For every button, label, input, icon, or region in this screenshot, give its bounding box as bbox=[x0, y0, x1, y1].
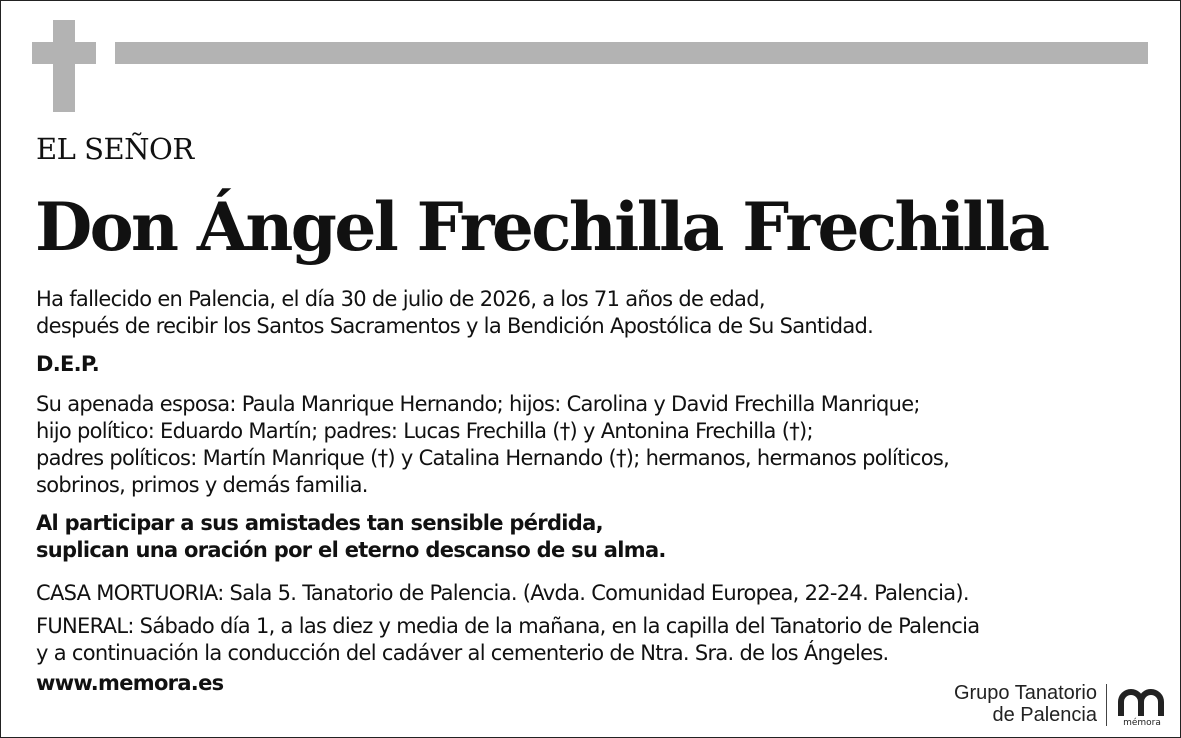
family-line: Su apenada esposa: Paula Manrique Hernando; hijos: Carolina y David Frechilla Manrique; bbox=[36, 392, 920, 416]
funeral-info bbox=[36, 613, 979, 667]
prayer-request bbox=[36, 510, 666, 564]
death-line: Ha fallecido en Palencia, el día 30 de julio de 2026, a los 71 años de edad, bbox=[36, 287, 765, 311]
funeral-line: y a continuación la conducción del cadáver al cementerio de Ntra. Sra. de los Ángeles. bbox=[36, 641, 889, 665]
memora-m-icon bbox=[1116, 686, 1168, 726]
death-announcement bbox=[36, 286, 873, 340]
brand-divider bbox=[1106, 684, 1107, 726]
brand-name bbox=[954, 682, 1097, 726]
cross-icon-arm bbox=[32, 42, 96, 64]
website-link[interactable]: www.memora.es bbox=[36, 671, 224, 695]
family-line: sobrinos, primos y demás familia. bbox=[36, 473, 368, 497]
family-line: hijo político: Eduardo Martín; padres: Lucas Frechilla (†) y Antonina Frechilla (†); bbox=[36, 419, 813, 443]
cross-icon bbox=[53, 20, 75, 112]
brand-line: Grupo Tanatorio bbox=[953, 682, 1097, 704]
rip-label: D.E.P. bbox=[36, 352, 100, 376]
death-line: después de recibir los Santos Sacramentos y la Bendición Apostólica de Su Santidad. bbox=[36, 314, 874, 338]
prayer-line: suplican una oración por el eterno descanso de su alma. bbox=[36, 538, 666, 562]
logo-wordmark: mémora bbox=[1123, 718, 1161, 726]
prayer-line: Al participar a sus amistades tan sensible pérdida, bbox=[36, 511, 603, 535]
deceased-name: Don Ángel Frechilla Frechilla bbox=[35, 188, 1048, 266]
family-line: padres políticos: Martín Manrique (†) y Catalina Hernando (†); hermanos, hermanos políticos, bbox=[36, 446, 950, 470]
family-list bbox=[36, 391, 949, 499]
funeral-home-info: CASA MORTUORIA: Sala 5. Tanatorio de Palencia. (Avda. Comunidad Europea, 22-24. Palencia). bbox=[36, 581, 969, 605]
header-rule bbox=[115, 42, 1148, 64]
honorific: EL SEÑOR bbox=[36, 132, 194, 166]
funeral-line: FUNERAL: Sábado día 1, a las diez y media de la mañana, en la capilla del Tanatorio de Palencia bbox=[36, 614, 980, 638]
brand-line: de Palencia bbox=[992, 704, 1097, 726]
